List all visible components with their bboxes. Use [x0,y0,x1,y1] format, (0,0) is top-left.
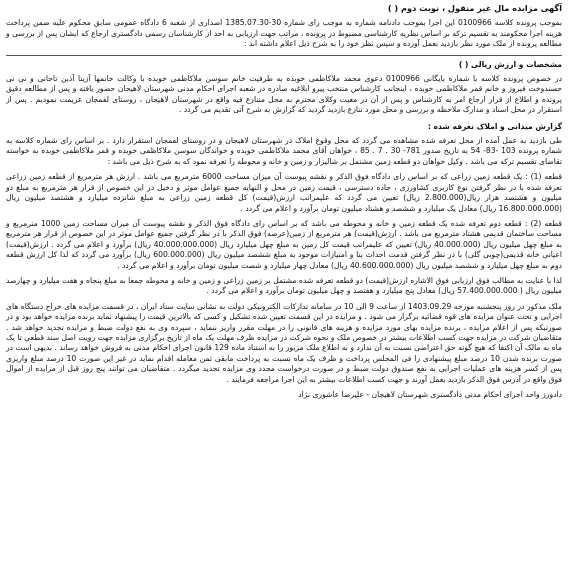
report-heading: گزارش میدانی و املاک تعرفه شده : [427,121,562,131]
specs-heading: مشخصات و ارزش ریالی ( ) [458,59,562,69]
specs-paragraph: در خصوص پرونده کلاسه با شماره بایگانی 0100966 دعوی محمد ملاکاظمی خوبده به طرفیت خانم سوسن ملاکاظمی خوبده با وکالت خانمها آزیتا آذین تاجانی و نی نی حسندوخت فیروز و خانم قمر ملاکاظمی خوبده ، اینجانب کارشناس منتخب پیرو ابلاغیه صادره در شعبه اجرای احکام مدنی شهرستان لاهیجان حضور یافته و پس از مطالعه دقیق پرونده و اطلاع از قرار ارجاع امر به کارشناس و پس از آن در معیت وکلای محترم به محل متنازع فیه واقع در شهرستان لاهیجان ، روستای لفمجان عزیمت نمودیم . پس از استقرار در محل اسناد و مدارک ملاحظه و بررسی و محل مورد تنازع بازدید گردید که گزارش به شرح آتی تقدیم می گردد . [6,74,563,115]
parcel-1-paragraph: قطعه (1) : یک قطعه زمین زراعی که بر اساس رای دادگاه فوق الذکر و نقشه پیوست آن میزان مساحت 6000 مترمربع می باشد . ارزش هر مترمربع از قطعه زمین زراعی تعرفه شده با در نظر گرفتن نوع کاربری کشاورزی ، جاده دسترسی ، قیمت زمین در محل و النهایه جمیع عوامل موثر و دخیل در این خصوص از قرار هر مترمربع به مبلغ دو میلیون و هشتصد هزار ریال(2.800.000 ریال) تعیین می گردد که علیمراتب ارزش(قیمت) کل قطعه زمین زراعی به مبلغ شانزده میلیارد و هشتصد میلیون ریال (16.800.000.000 ریال) معادل یک میلیارد و ششصد و هشتاد میلیون تومان برآورد و اعلام می گردد . [6,172,562,213]
intro-paragraph: بموجب پرونده کلاسه 0100966 این اجرا بموجب دادنامه شماره به موجب رای شماره 30-1385.07.30 اصداری از شعبه 6 دادگاه عمومی سابق محکوم علیه ضمن پرداخت هزینه اجرا محکومند به تقسیم ترکه بر اساس نظریه کارشناسی مضبوط در پرونده ، مراتب جهت ارزیابی به احد از کارشناسان رسمی دادگستری ارجاع که ایشان پس از بررسی و مطالعه پرونده از ملک مورد نظر بازدید بعمل آورده و سپس نظر خود را به شرح ذیل اعلام داشته اند : [6,18,563,49]
signature-line: دادورز واحد اجرای احکام مدنی دادگستری شهرستان لاهیجان - علیرضا عاشوری نژاد [298,390,562,399]
total-value-paragraph: لذا با عنایت به مطالب فوق ارزیابی فوق الاشاره ارزش(قیمت) دو قطعه تعرفه شده مشتمل بر زمین زراعی و زمین و خانه و محوطه جمعا به مبلغ پنجاه و هفت میلیارد و چهارصد میلیون ریال ( 57.400.000.000 ریال) معادل پنج میلیارد و هفتصد و چهل میلیون تومان برآورد و اعلام می گردد . [6,275,562,296]
auction-terms-paragraph: ملک مذکور در روز پنجشنبه مورخه 1403.09.29 از ساعت 9 الی 10 در سامانه تدارکات الکترونیکی دولت به نشانی سایت ستاد ایران ، در قسمت مزایده های خراج دستگاه های اجرایی و تحت عنوان مزایده های قوه قضائیه برگزار می شود . و مزایده در این قسمت تعیین شده تشکیل و کسی که بالاترین قیمت را پیشنهاد نماید برنده مزایده خواهد بود و در صورتیکه پس از اعلام مزایده ، برنده مزایده بهای مورد مزایده و هزینه های قانونی را در مهلت مقرر واریز ننماید ، سپرده وی به نفع دولت ضبط و مزایده تجدید خواهد شد . متقاضیان شرکت در مزایده جهت کسب اطلاعات بیشتر در خصوص ملک و نحوه شرکت در مزایده ظرف مهلت یک ماه از تاریخ برگزاری مزایده جهت رویت اصل سند قطعی تا یک ماه به مالک آن اکتفا که هیچ گونه حق اعتراضی نسبت به آن ندارد و به اطلاع ملک مزبور را به استناد ماده 129 قانون اجرای احکام مدنی به فروش خواهد رساند . بدیهی است در صورت برنده شدن 10 درصد مبلغ پیشنهادی را فی المجلس پرداخت و ظرف یک ماه نسبت به پرداخت مابقی ثمن معامله اقدام نماید در غیر این صورت 10 درصد مبلغ واریزی پس از کسر هزینه های عملیات اجرایی به نفع صندوق دولت ضبط و در صورت درخواست مجدد وی مزایده تجدید میگردد . متقاضیان می توانند پنج روز قبل از مزایده از اموال فوق واقع در آدرس فوق الذکر بازدید بعمل آورند و جهت کسب اطلاعات بیشتر به این اجرا مراجعه فرمایند . [6,301,562,384]
parcel-2-paragraph: قطعه (2) : قطعه دوم تعرفه شده یک قطعه زمین و خانه و محوطه می باشد که بر اساس رای دادگاه فوق الذکر و نقشه پیوست آن میزان مساحت زمین 1000 مترمربع و مساحت ساختمان قدیمی هشتاد مترمربع می باشد . ارزش(قیمت) هر مترمربع از زمین(عرصه) فوق الذکر با در نظر گرفتن جمیع عوامل موثر در این خصوص از قرار هر مترمربع به مبلغ چهل میلیون ریال (40.000.000 ریال) تعیین که علیمراتب قیمت کل زمین به مبلغ چهل میلیارد ریال (40.000.000.000 ریال) برآورد و اعلام می گردد . ارزش(قیمت) اعیانی خانه قدیمی(چوبی گلی) با در نظر گرفتن قدمت احداث بنا و امتیازات موجود به مبلغ ششصد میلیون ریال (600.000.000 ریال) برآورد می گردد که لذا کل ارزش قطعه دوم به مبلغ چهل میلیارد و ششصد میلیون ریال (40.600.000.000 ریال) معادل چهار میلیارد و شصت میلیون تومان برآورد و اعلام می گردد . [6,218,563,270]
report-paragraph: طی بازدید به عمل آمده از محل تعرفه شده مشاهده می گردد که محل وقوع املاک در شهرستان لاهیجان و در روستای لفمجان استقرار دارد . بر اساس رای شماره کلاسه به شماره پرونده 103 -83- 54 به تاریخ صدور 781- 30 . 7 . 85 ، خواهان آقای محمد ملاکاظمی خوبده و خواندگان سوسن ملاکاظمی خوبده و قمر ملاکاظمی خوبده به خواسته تقاضای تقسیم ترکه می باشد . وکیل خواهان دو قطعه زمین مشتمل بر شالیزار و زمین و خانه و محوطه را تعرفه نمود که به شرح ذیل می باشد : [6,136,563,166]
notice-title: آگهی مزایده مال غیر منقول ، نوبت دوم ( ) [387,3,562,13]
divider [6,55,562,56]
